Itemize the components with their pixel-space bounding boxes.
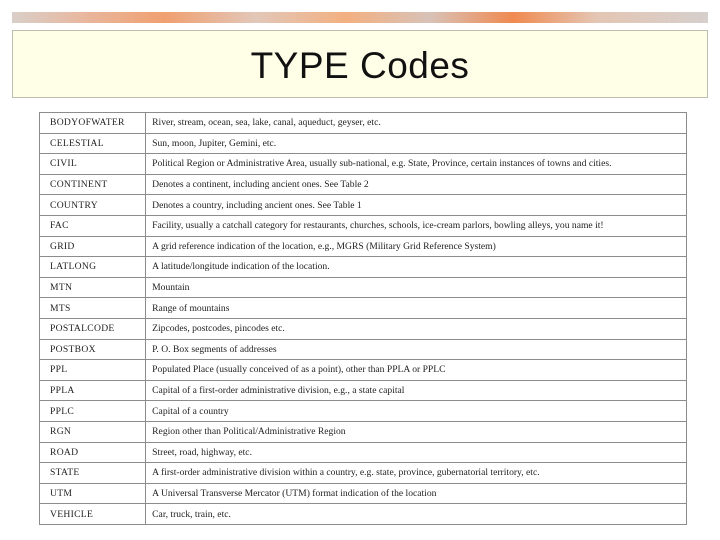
table-row: [40, 174, 687, 195]
type-description-cell: Region other than Political/Administrative Region: [146, 421, 687, 442]
type-description-cell: A Universal Transverse Mercator (UTM) format indication of the location: [146, 483, 687, 504]
table-row: [40, 442, 687, 463]
type-code-cell: FAC: [40, 215, 146, 236]
type-code-cell: CELESTIAL: [40, 133, 146, 154]
title-banner: [12, 30, 708, 98]
type-description-cell: Sun, moon, Jupiter, Gemini, etc.: [146, 133, 687, 154]
table-row: [40, 380, 687, 401]
table-row: [40, 421, 687, 442]
type-description-cell: Mountain: [146, 277, 687, 298]
type-code-cell: PPLC: [40, 401, 146, 422]
table-row: [40, 360, 687, 381]
type-description-cell: A grid reference indication of the location, e.g., MGRS (Military Grid Reference System): [146, 236, 687, 257]
type-code-cell: PPL: [40, 360, 146, 381]
table-row: [40, 401, 687, 422]
table-row: [40, 257, 687, 278]
type-description-cell: Street, road, highway, etc.: [146, 442, 687, 463]
table-row: [40, 463, 687, 484]
type-description-cell: River, stream, ocean, sea, lake, canal, aqueduct, geyser, etc.: [146, 113, 687, 134]
type-code-cell: STATE: [40, 463, 146, 484]
type-description-cell: Zipcodes, postcodes, pincodes etc.: [146, 318, 687, 339]
table-row: [40, 215, 687, 236]
table-row: [40, 483, 687, 504]
decorative-top-bar: [12, 12, 708, 23]
type-code-cell: CIVIL: [40, 154, 146, 175]
table-row: [40, 133, 687, 154]
type-code-cell: VEHICLE: [40, 504, 146, 525]
type-description-cell: Denotes a continent, including ancient ones. See Table 2: [146, 174, 687, 195]
type-description-cell: Denotes a country, including ancient ones. See Table 1: [146, 195, 687, 216]
table-row: [40, 195, 687, 216]
type-description-cell: A first-order administrative division within a country, e.g. state, province, gubernatorial territory, etc.: [146, 463, 687, 484]
type-code-cell: CONTINENT: [40, 174, 146, 195]
table-row: [40, 339, 687, 360]
type-code-cell: ROAD: [40, 442, 146, 463]
type-description-cell: P. O. Box segments of addresses: [146, 339, 687, 360]
type-code-cell: GRID: [40, 236, 146, 257]
table-row: [40, 113, 687, 134]
type-code-cell: LATLONG: [40, 257, 146, 278]
type-code-cell: COUNTRY: [40, 195, 146, 216]
type-code-cell: PPLA: [40, 380, 146, 401]
type-code-cell: MTS: [40, 298, 146, 319]
type-description-cell: Political Region or Administrative Area, usually sub-national, e.g. State, Province, certain instances of towns and cities.: [146, 154, 687, 175]
table-row: [40, 154, 687, 175]
type-description-cell: Populated Place (usually conceived of as a point), other than PPLA or PPLC: [146, 360, 687, 381]
type-description-cell: Range of mountains: [146, 298, 687, 319]
type-description-cell: Facility, usually a catchall category for restaurants, churches, schools, ice-cream parlors, bowling alleys, you name it!: [146, 215, 687, 236]
type-description-cell: Car, truck, train, etc.: [146, 504, 687, 525]
table-row: [40, 504, 687, 525]
type-code-cell: RGN: [40, 421, 146, 442]
type-code-cell: UTM: [40, 483, 146, 504]
table-body: [40, 113, 687, 525]
type-code-cell: POSTBOX: [40, 339, 146, 360]
table-row: [40, 318, 687, 339]
table-row: [40, 236, 687, 257]
type-codes-table-container: [39, 112, 687, 525]
type-codes-table: [39, 112, 687, 525]
type-description-cell: A latitude/longitude indication of the location.: [146, 257, 687, 278]
type-description-cell: Capital of a first-order administrative division, e.g., a state capital: [146, 380, 687, 401]
table-row: [40, 298, 687, 319]
type-description-cell: Capital of a country: [146, 401, 687, 422]
table-row: [40, 277, 687, 298]
type-code-cell: MTN: [40, 277, 146, 298]
type-code-cell: POSTALCODE: [40, 318, 146, 339]
type-code-cell: BODYOFWATER: [40, 113, 146, 134]
page-title: TYPE Codes: [250, 45, 470, 86]
